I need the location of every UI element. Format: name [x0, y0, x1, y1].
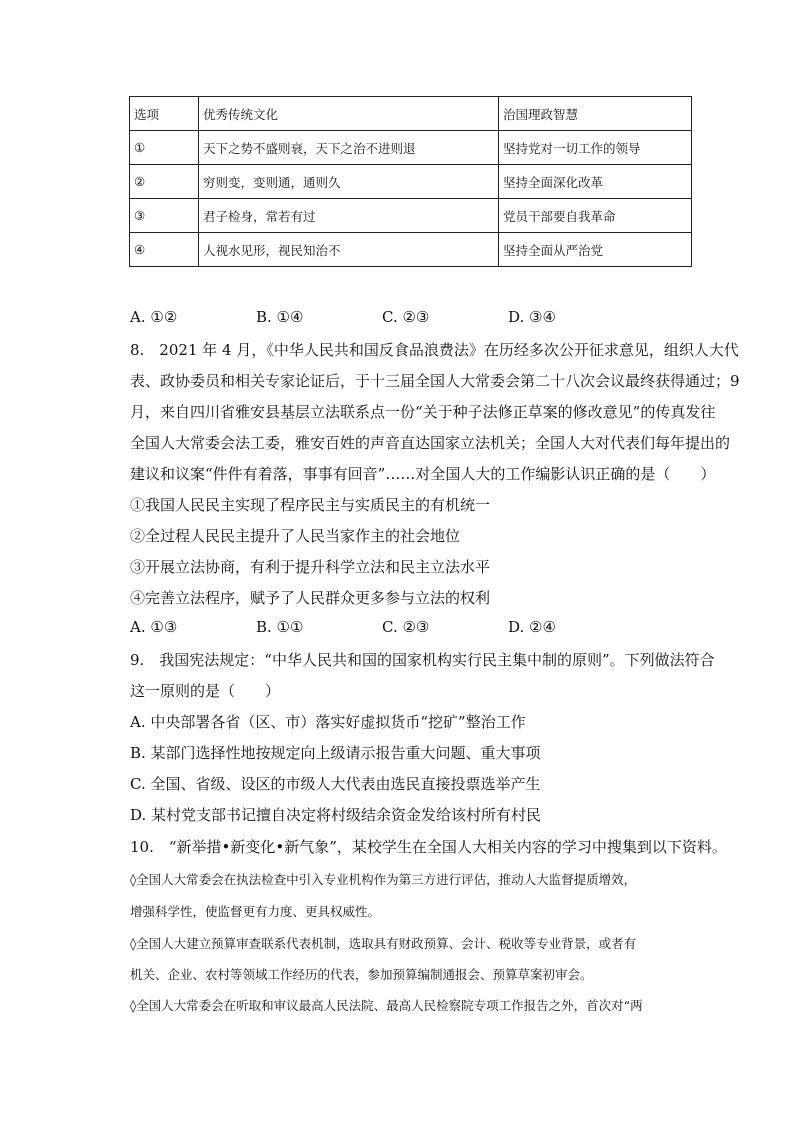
q8-stem-line: 月，来自四川省雅安县基层立法联系点一份“关于种子法修正草案的修改意见”的传真发往 [130, 403, 716, 421]
table-cell: ③ [130, 199, 199, 233]
table-row [130, 199, 692, 233]
choice-b: B. ①① [256, 618, 304, 636]
table-cell: 君子检身，常若有过 [199, 199, 499, 233]
table-cell: ① [130, 131, 199, 165]
table-cell: 穷则变，变则通，通则久 [199, 165, 499, 199]
table-row [130, 233, 692, 267]
choice-a: A. ①② [130, 308, 178, 326]
q8-stem-line: 建议和议案“件件有着落，事事有回音”……对全国人大的工作编影认识正确的是（ ） [130, 465, 716, 483]
q8-stem-line: 全国人大常委会法工委，雅安百姓的声音直达国家立法机关；全国人大对代表们每年提出的 [130, 434, 731, 452]
q8-statement: ③开展立法协商，有利于提升科学立法和民主立法水平 [130, 558, 491, 576]
table-header-cell: 治国理政智慧 [499, 97, 692, 131]
choice-d: D. ②④ [508, 618, 556, 636]
choice-b: B. ①④ [256, 308, 304, 326]
table-cell: 坚持党对一切工作的领导 [499, 131, 692, 165]
choice-a: A. ①③ [130, 618, 178, 636]
q10-material-line: 增强科学性，使监督更有力度、更具权威性。 [130, 904, 381, 919]
table-cell: 天下之势不盛则衰，天下之治不进则退 [199, 131, 499, 165]
q10-material-line: 机关、企业、农村等领域工作经历的代表，参加预算编制通报会、预算草案初审会。 [130, 967, 593, 982]
table-row [130, 165, 692, 199]
table-header-cell: 优秀传统文化 [199, 97, 499, 131]
choice-c: C. ②③ [382, 618, 430, 636]
q9-option: C. 全国、省级、设区的市级人大代表由选民直接投票选举产生 [130, 775, 541, 793]
q10-material-line: ◊全国人大常委会在执法检查中引入专业机构作为第三方进行评估，推动人大监督提质增效， [130, 872, 637, 887]
q9-option: B. 某部门选择性地按规定向上级请示报告重大问题、重大事项 [130, 744, 541, 762]
q10-material-line: ◊全国人大常委会在听取和审议最高人民法院、最高人民检察院专项工作报告之外，首次对“两 [130, 998, 643, 1013]
q8-statement: ②全过程人民民主提升了人民当家作主的社会地位 [130, 527, 461, 545]
q9-stem-line: 9. 我国宪法规定：“中华人民共和国的国家机构实行民主集中制的原则”。下列做法符合 [130, 651, 715, 669]
q9-option: A. 中央部署各省（区、市）落实好虚拟货币“挖矿”整治工作 [130, 713, 526, 731]
options-table [129, 96, 692, 267]
table-row [130, 131, 692, 165]
q8-statement: ①我国人民民主实现了程序民主与实质民主的有机统一 [130, 496, 491, 514]
table-cell: 坚持全面深化改革 [499, 165, 692, 199]
table-cell: ② [130, 165, 199, 199]
table-header-row [130, 97, 692, 131]
q10-stem: 10. “新举措•新变化•新气象”，某校学生在全国人大相关内容的学习中搜集到以下资料。 [130, 838, 727, 856]
q8-stem-line: 表、政协委员和相关专家论证后，于十三届全国人大常委会第二十八次会议最终获得通过；9 [130, 372, 740, 390]
table-cell: ④ [130, 233, 199, 267]
q9-stem-line: 这一原则的是（ ） [130, 682, 281, 700]
table-cell: 坚持全面从严治党 [499, 233, 692, 267]
q9-option: D. 某村党支部书记擅自决定将村级结余资金发给该村所有村民 [130, 806, 542, 824]
table-cell: 党员干部要自我革命 [499, 199, 692, 233]
choice-c: C. ②③ [382, 308, 430, 326]
q8-stem-line: 8. 2021 年 4 月，《中华人民共和国反食品浪费法》在历经多次公开征求意见，组织人大代 [130, 341, 739, 359]
q8-statement: ④完善立法程序，赋予了人民群众更多参与立法的权利 [130, 589, 491, 607]
table-cell: 人视水见形，视民知治不 [199, 233, 499, 267]
table-header-cell: 选项 [130, 97, 199, 131]
choice-d: D. ③④ [508, 308, 556, 326]
q10-material-line: ◊全国人大建立预算审查联系代表机制，选取具有财政预算、会计、税收等专业背景，或者有 [130, 936, 637, 951]
